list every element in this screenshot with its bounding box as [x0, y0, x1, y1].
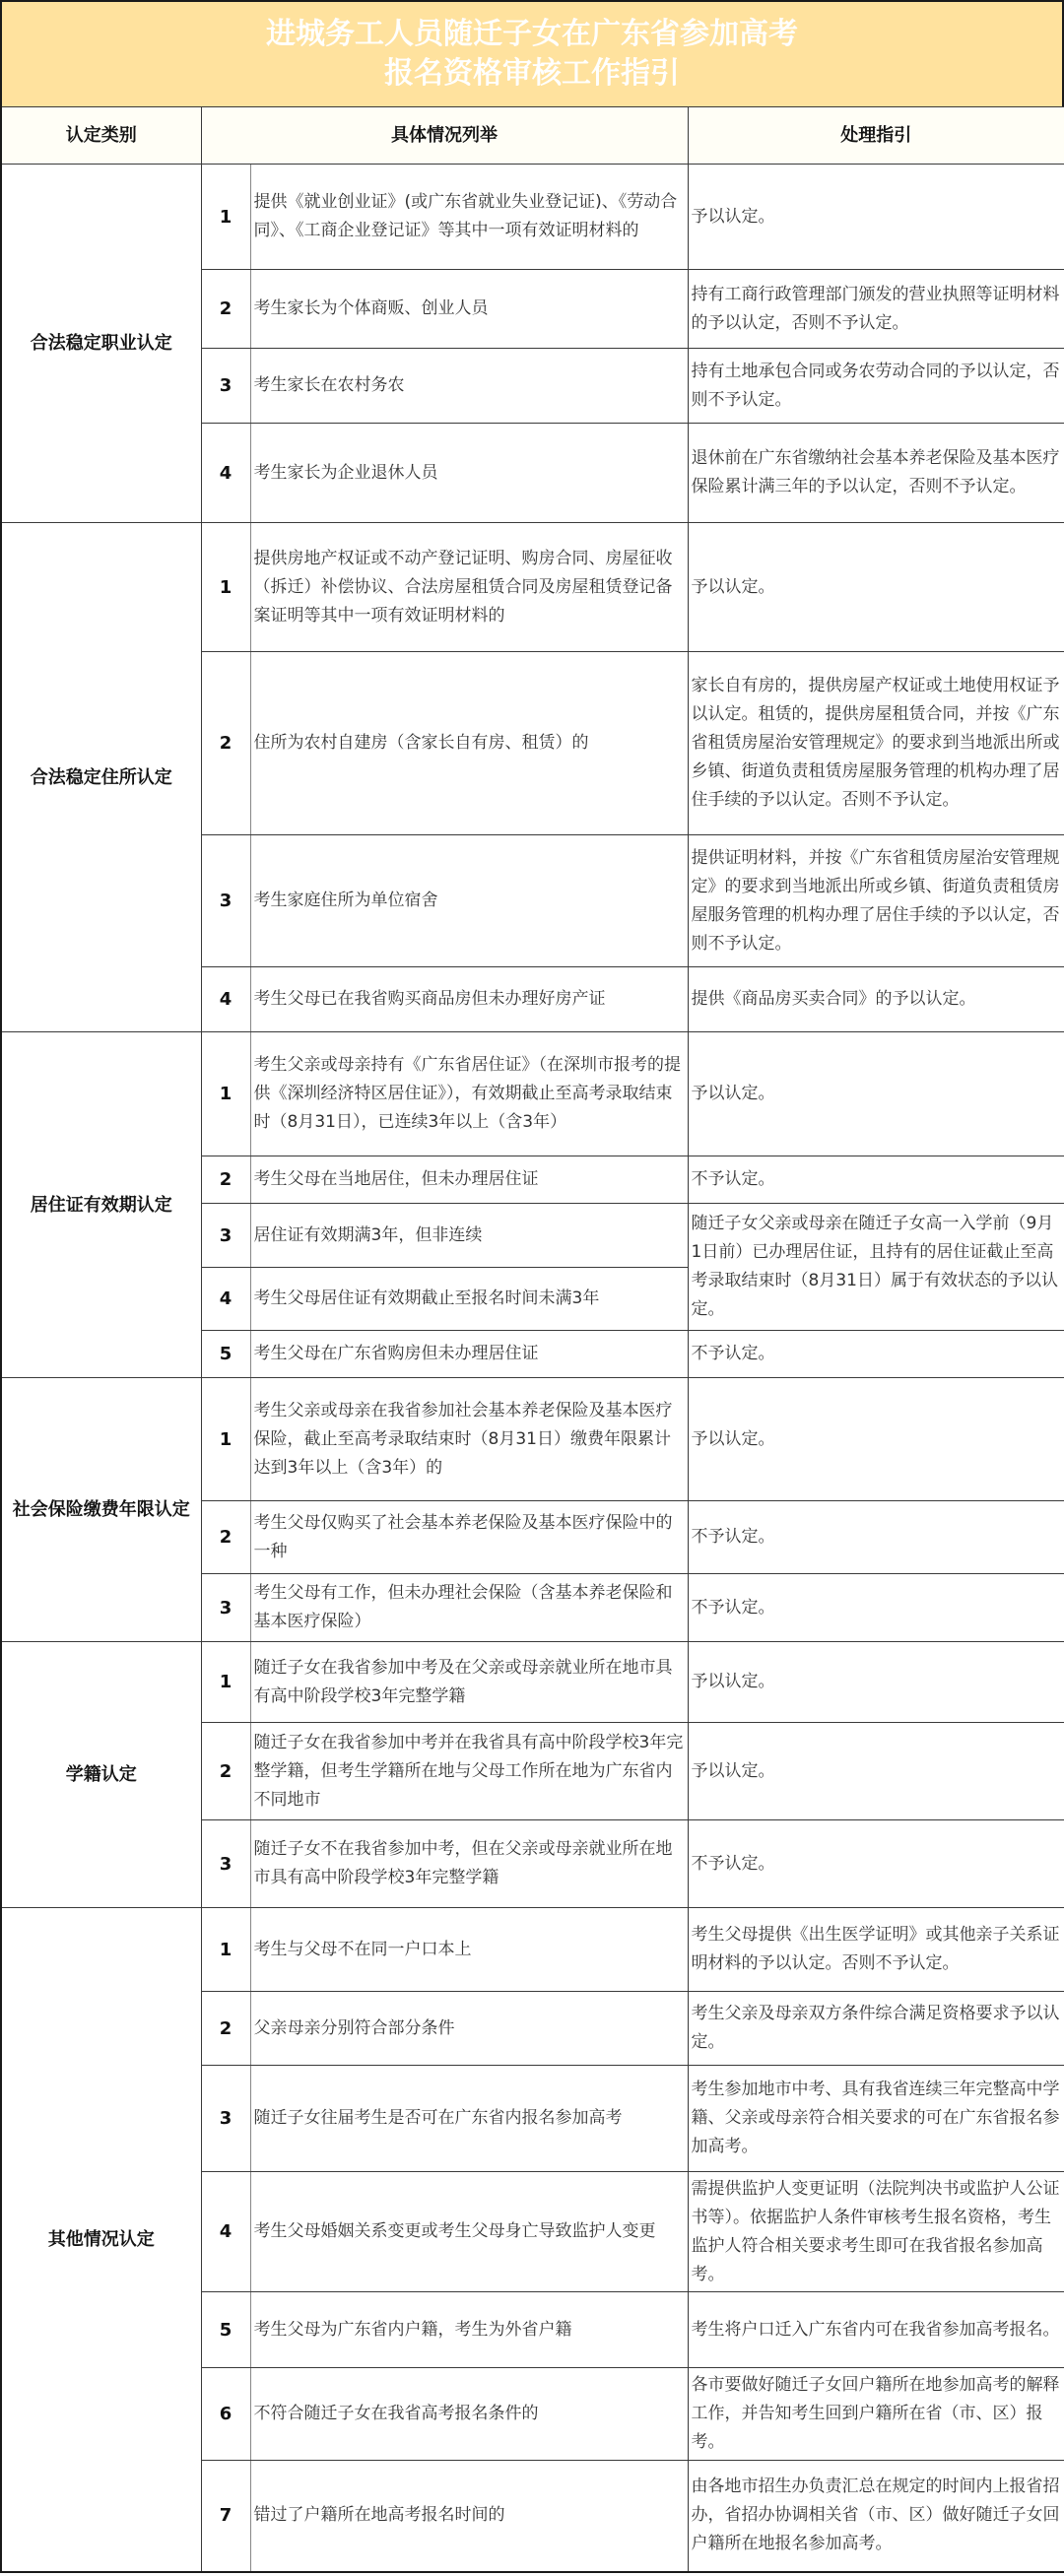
table-row — [1, 1908, 1064, 1992]
guide-cell: 不予认定。 — [688, 1574, 1064, 1642]
situation-cell: 随迁子女往届考生是否可在广东省内报名参加高考 — [250, 2066, 688, 2172]
guide-cell: 予以认定。 — [688, 1723, 1064, 1820]
guide-cell: 予以认定。 — [688, 523, 1064, 652]
guide-cell: 持有工商行政管理部门颁发的营业执照等证明材料的予以认定，否则不予认定。 — [688, 270, 1064, 349]
category-cell: 学籍认定 — [1, 1642, 201, 1908]
row-number: 2 — [201, 1723, 250, 1820]
title-band — [0, 0, 1064, 108]
category-cell: 合法稳定住所认定 — [1, 523, 201, 1032]
row-number: 4 — [201, 967, 250, 1032]
situation-cell: 居住证有效期满3年，但非连续 — [250, 1204, 688, 1268]
guide-cell: 持有土地承包合同或务农劳动合同的予以认定，否则不予认定。 — [688, 349, 1064, 424]
guide-cell: 考生父母提供《出生医学证明》或其他亲子关系证明材料的予以认定。否则不予认定。 — [688, 1908, 1064, 1992]
guide-cell: 提供《商品房买卖合同》的予以认定。 — [688, 967, 1064, 1032]
situation-cell: 考生父母仅购买了社会基本养老保险及基本医疗保险中的一种 — [250, 1501, 688, 1574]
row-number: 1 — [201, 523, 250, 652]
row-number: 4 — [201, 2172, 250, 2292]
category-cell: 居住证有效期认定 — [1, 1032, 201, 1378]
situation-cell: 考生家长为企业退休人员 — [250, 424, 688, 523]
table-row — [1, 1378, 1064, 1501]
guide-cell: 各市要做好随迁子女回户籍所在地参加高考的解释工作，并告知考生回到户籍所在省（市、区）报考。 — [688, 2368, 1064, 2461]
situation-cell: 考生父母在当地居住，但未办理居住证 — [250, 1156, 688, 1204]
situation-cell: 随迁子女在我省参加中考及在父亲或母亲就业所在地市具有高中阶段学校3年完整学籍 — [250, 1642, 688, 1723]
situation-cell: 父亲母亲分别符合部分条件 — [250, 1992, 688, 2066]
row-number: 2 — [201, 1992, 250, 2066]
guide-cell: 家长自有房的，提供房屋产权证或土地使用权证予以认定。租赁的，提供房屋租赁合同，并按《广东省租赁房屋治安管理规定》的要求到当地派出所或乡镇、街道负责租赁房屋服务管理的机构办理了居住手续的予以认定。否则不予认定。 — [688, 652, 1064, 835]
situation-cell: 提供房地产权证或不动产登记证明、购房合同、房屋征收（拆迁）补偿协议、合法房屋租赁合同及房屋租赁登记备案证明等其中一项有效证明材料的 — [250, 523, 688, 652]
guide-cell: 提供证明材料，并按《广东省租赁房屋治安管理规定》的要求到当地派出所或乡镇、街道负责租赁房屋服务管理的机构办理了居住手续的予以认定，否则不予认定。 — [688, 835, 1064, 967]
guide-cell: 退休前在广东省缴纳社会基本养老保险及基本医疗保险累计满三年的予以认定，否则不予认定。 — [688, 424, 1064, 523]
row-number: 1 — [201, 1032, 250, 1156]
situation-cell: 考生父亲或母亲持有《广东省居住证》（在深圳市报考的提供《深圳经济特区居住证》），有效期截止至高考录取结束时（8月31日），已连续3年以上（含3年） — [250, 1032, 688, 1156]
header-guide: 处理指引 — [688, 107, 1064, 165]
situation-cell: 错过了户籍所在地高考报名时间的 — [250, 2461, 688, 2572]
page-title-line-2: 报名资格审核工作指引 — [384, 56, 680, 91]
row-number: 6 — [201, 2368, 250, 2461]
row-number: 3 — [201, 1574, 250, 1642]
row-number: 4 — [201, 1268, 250, 1331]
situation-cell: 考生父母居住证有效期截止至报名时间未满3年 — [250, 1268, 688, 1331]
situation-cell: 考生父亲或母亲在我省参加社会基本养老保险及基本医疗保险，截止至高考录取结束时（8月31日）缴费年限累计达到3年以上（含3年）的 — [250, 1378, 688, 1501]
header-situation: 具体情况列举 — [201, 107, 688, 165]
table-header-row — [1, 107, 1064, 165]
row-number: 3 — [201, 349, 250, 424]
category-cell: 合法稳定职业认定 — [1, 165, 201, 523]
situation-cell: 不符合随迁子女在我省高考报名条件的 — [250, 2368, 688, 2461]
guide-cell: 予以认定。 — [688, 1032, 1064, 1156]
header-category: 认定类别 — [1, 107, 201, 165]
guide-cell-merged: 随迁子女父亲或母亲在随迁子女高一入学前（9月1日前）已办理居住证，且持有的居住证截止至高考录取结束时（8月31日）属于有效状态的予以认定。 — [688, 1204, 1064, 1331]
situation-cell: 考生父母为广东省内户籍，考生为外省户籍 — [250, 2292, 688, 2368]
page-title-line-1: 进城务工人员随迁子女在广东省参加高考 — [266, 17, 798, 51]
guide-cell: 考生将户口迁入广东省内可在我省参加高考报名。 — [688, 2292, 1064, 2368]
situation-cell: 考生家长在农村务农 — [250, 349, 688, 424]
situation-cell: 住所为农村自建房（含家长自有房、租赁）的 — [250, 652, 688, 835]
situation-cell: 考生父母已在我省购买商品房但未办理好房产证 — [250, 967, 688, 1032]
row-number: 3 — [201, 1204, 250, 1268]
situation-cell: 考生与父母不在同一户口本上 — [250, 1908, 688, 1992]
guide-cell: 予以认定。 — [688, 165, 1064, 270]
row-number: 1 — [201, 165, 250, 270]
guide-cell: 不予认定。 — [688, 1820, 1064, 1908]
row-number: 1 — [201, 1642, 250, 1723]
row-number: 2 — [201, 652, 250, 835]
row-number: 5 — [201, 1331, 250, 1378]
guide-cell: 不予认定。 — [688, 1331, 1064, 1378]
row-number: 3 — [201, 1820, 250, 1908]
table-row — [1, 1642, 1064, 1723]
guide-cell: 考生参加地市中考、具有我省连续三年完整高中学籍、父亲或母亲符合相关要求的可在广东省报名参加高考。 — [688, 2066, 1064, 2172]
row-number: 1 — [201, 1378, 250, 1501]
situation-cell: 考生父母有工作，但未办理社会保险（含基本养老保险和基本医疗保险） — [250, 1574, 688, 1642]
table-row — [1, 1032, 1064, 1156]
table-row — [1, 523, 1064, 652]
guide-cell: 由各地市招生办负责汇总在规定的时间内上报省招办，省招办协调相关省（市、区）做好随迁子女回户籍所在地报名参加高考。 — [688, 2461, 1064, 2572]
table-row — [1, 165, 1064, 270]
guide-cell: 考生父亲及母亲双方条件综合满足资格要求予以认定。 — [688, 1992, 1064, 2066]
guide-cell: 予以认定。 — [688, 1642, 1064, 1723]
row-number: 4 — [201, 424, 250, 523]
guide-cell: 不予认定。 — [688, 1501, 1064, 1574]
situation-cell: 随迁子女在我省参加中考并在我省具有高中阶段学校3年完整学籍，但考生学籍所在地与父母工作所在地为广东省内不同地市 — [250, 1723, 688, 1820]
category-cell: 社会保险缴费年限认定 — [1, 1378, 201, 1642]
situation-cell: 考生家长为个体商贩、创业人员 — [250, 270, 688, 349]
guide-cell: 需提供监护人变更证明（法院判决书或监护人公证书等）。依据监护人条件审核考生报名资格，考生监护人符合相关要求考生即可在我省报名参加高考。 — [688, 2172, 1064, 2292]
situation-cell: 考生父母婚姻关系变更或考生父母身亡导致监护人变更 — [250, 2172, 688, 2292]
situation-cell: 考生父母在广东省购房但未办理居住证 — [250, 1331, 688, 1378]
row-number: 7 — [201, 2461, 250, 2572]
row-number: 5 — [201, 2292, 250, 2368]
situation-cell: 提供《就业创业证》(或广东省就业失业登记证)、《劳动合同》、《工商企业登记证》等其中一项有效证明材料的 — [250, 165, 688, 270]
eligibility-table — [0, 106, 1064, 2573]
row-number: 2 — [201, 1156, 250, 1204]
category-cell: 其他情况认定 — [1, 1908, 201, 2572]
situation-cell: 考生家庭住所为单位宿舍 — [250, 835, 688, 967]
row-number: 2 — [201, 270, 250, 349]
guide-cell: 予以认定。 — [688, 1378, 1064, 1501]
row-number: 1 — [201, 1908, 250, 1992]
situation-cell: 随迁子女不在我省参加中考，但在父亲或母亲就业所在地市具有高中阶段学校3年完整学籍 — [250, 1820, 688, 1908]
row-number: 3 — [201, 835, 250, 967]
row-number: 3 — [201, 2066, 250, 2172]
guide-cell: 不予认定。 — [688, 1156, 1064, 1204]
row-number: 2 — [201, 1501, 250, 1574]
